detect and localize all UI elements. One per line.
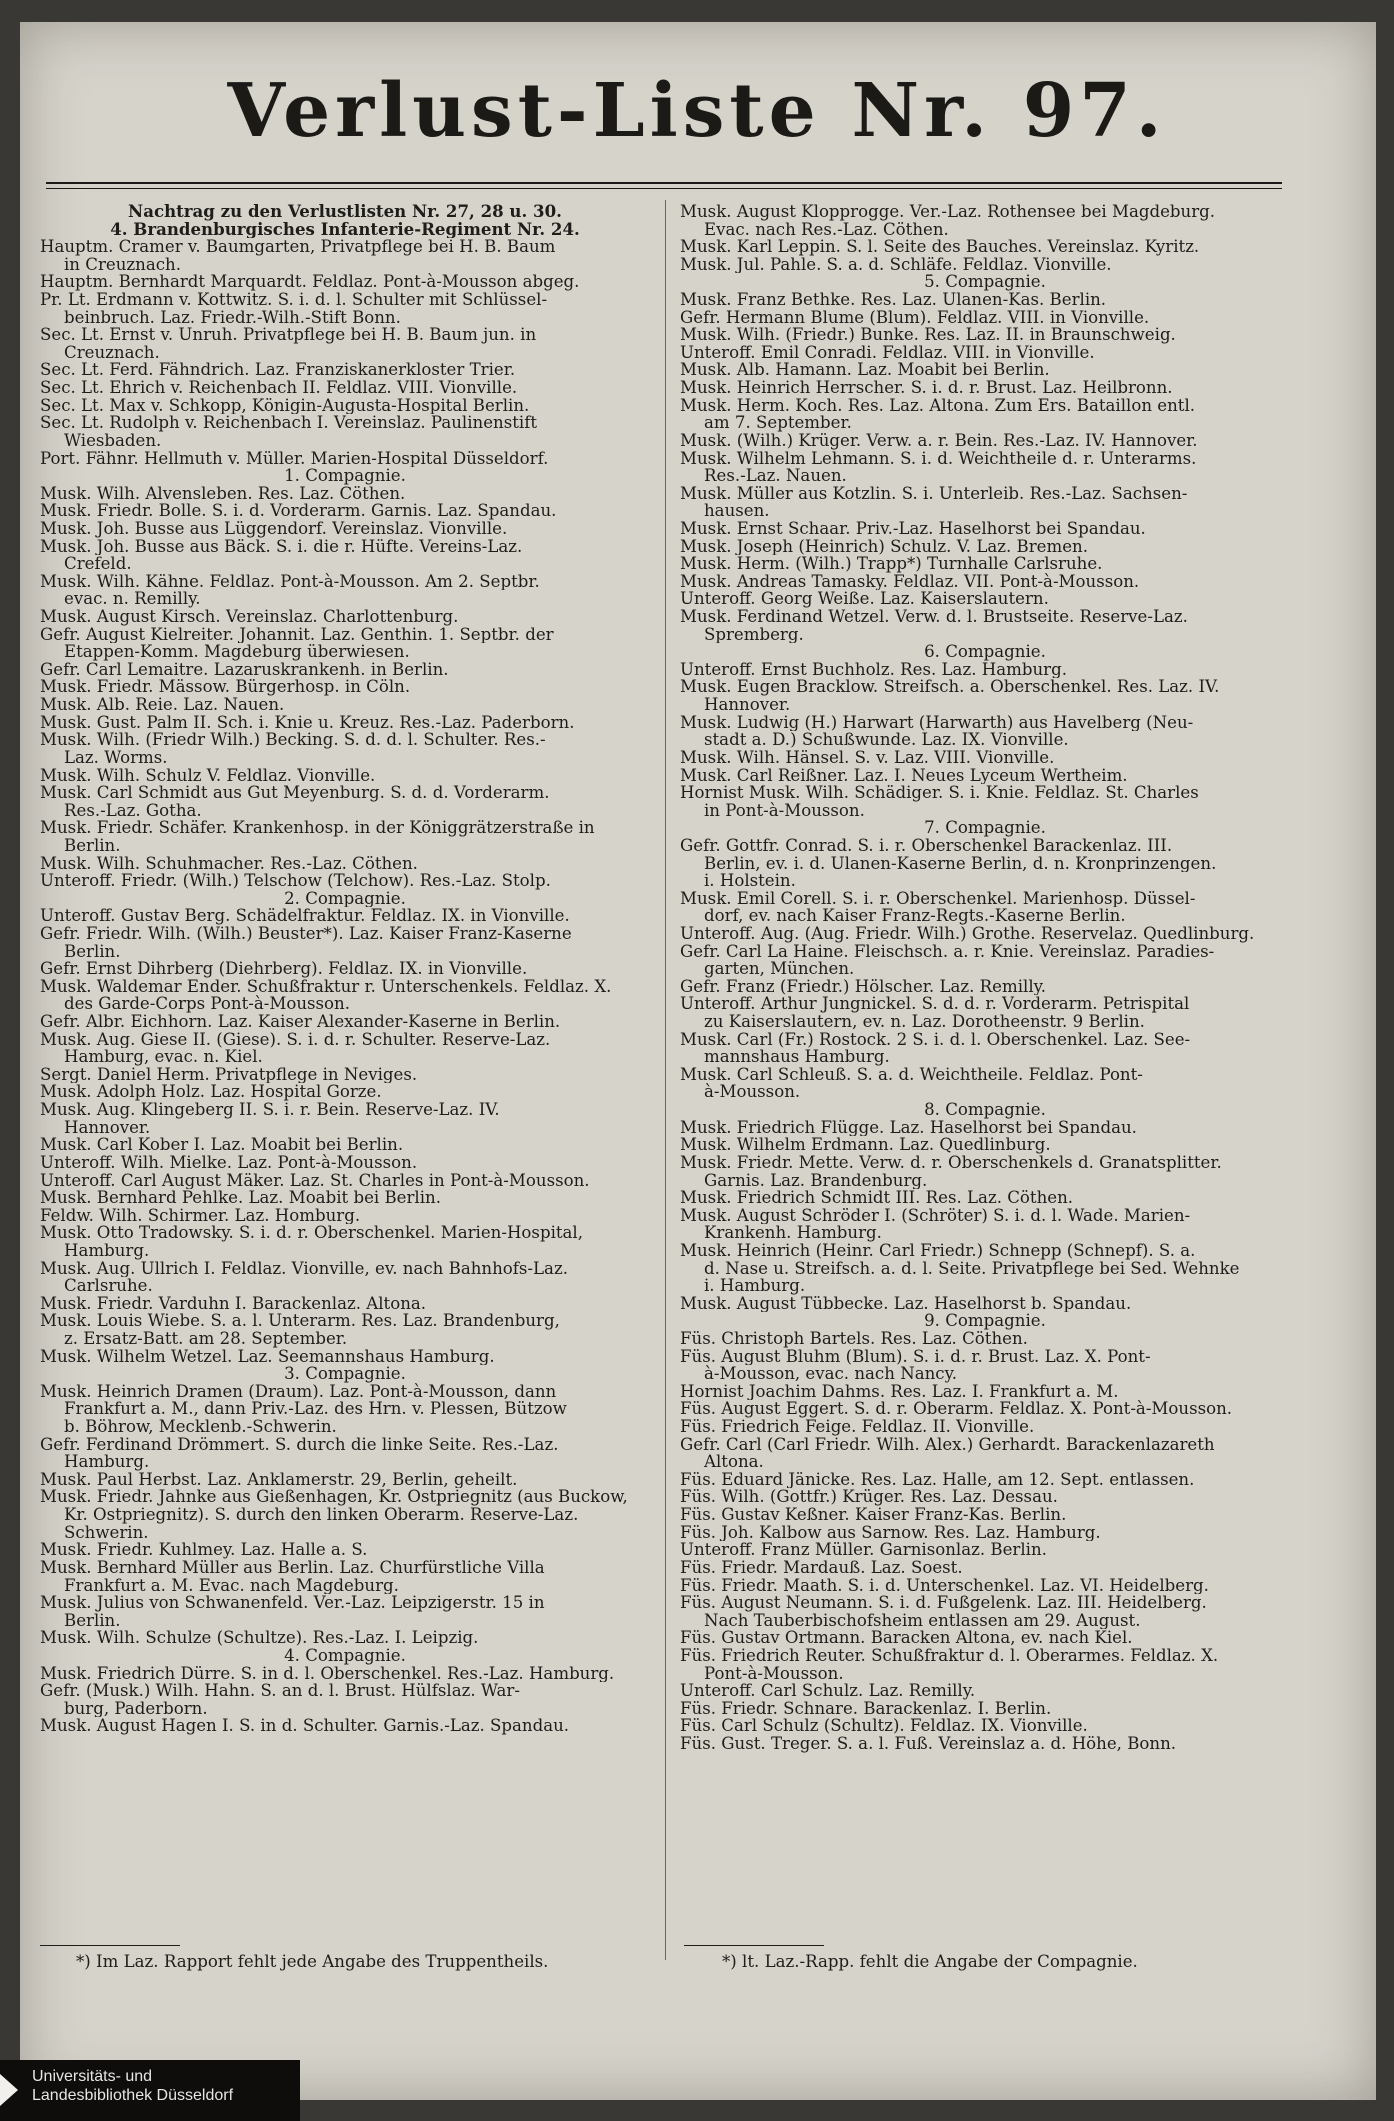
list-entry-line: Musk. Carl Schleuß. S. a. d. Weichtheile. Feldlaz. Pont- [680,1065,1143,1084]
list-entry-line: Musk. Müller aus Kotzlin. S. i. Unterleib. Res.-Laz. Sachsen- [680,484,1188,503]
list-entry-line: dorf, ev. nach Kaiser Franz-Regts.-Kaserne Berlin. [704,907,1126,925]
list-entry-line: Gefr. August Kielreiter. Johannit. Laz. Genthin. 1. Septbr. der [40,625,554,644]
list-entry-line: in Creuznach. [64,255,181,274]
list-entry-line: Musk. Heinrich Herrscher. S. i. d. r. Brust. Laz. Heilbronn. [680,379,1173,397]
list-entry-line: Gefr. (Musk.) Wilh. Hahn. S. an d. l. Brust. Hülfslaz. War- [40,1682,520,1700]
list-entry-line: Musk. Wilh. Alvensleben. Res. Laz. Cöthen. [40,484,406,503]
list-entry-line: Unteroff. Aug. (Aug. Friedr. Wilh.) Grothe. Reservelaz. Quedlinburg. [680,924,1255,943]
list-entry-line: Musk. Adolph Holz. Laz. Hospital Gorze. [40,1083,382,1102]
list-entry-line: Musk. Jul. Pahle. S. a. d. Schläfe. Feldlaz. Vionville. [680,255,1112,274]
list-entry-line: Musk. Heinrich Dramen (Draum). Laz. Pont-à-Mousson, dann [40,1382,557,1401]
list-entry-line: Musk. Friedr. Mette. Verw. d. r. Oberschenkels d. Granatsplitter. [680,1153,1222,1172]
list-entry-line: Hamburg, evac. n. Kiel. [64,1048,263,1066]
list-entry-line: Musk. Carl Schmidt aus Gut Meyenburg. S. d. d. Vorderarm. [40,784,550,802]
list-entry-line: Musk. Friedr. Mässow. Bürgerhosp. in Cöln. [40,678,411,697]
section-heading: 4. Compagnie. [284,1646,406,1665]
list-entry-line: Gefr. Friedr. Wilh. (Wilh.) Beuster*). Laz. Kaiser Franz-Kaserne [40,924,572,943]
list-entry-line: d. Nase u. Streifsch. a. d. l. Seite. Privatpflege bei Sed. Wehnke [704,1259,1240,1278]
list-entry-line: Musk. Bernhard Pehlke. Laz. Moabit bei Berlin. [40,1189,441,1207]
list-entry-line: Spremberg. [704,625,804,644]
list-entry-line: beinbruch. Laz. Friedr.-Wilh.-Stift Bonn. [64,308,401,327]
list-entry-line: Hauptm. Bernhardt Marquardt. Feldlaz. Pont-à-Mousson abgeg. [40,273,580,292]
list-entry-line: Frankfurt a. M. Evac. nach Magdeburg. [64,1576,399,1595]
page-title: Verlust-Liste Nr. 97. [227,68,1167,154]
column-divider [665,200,666,1960]
list-entry-line: Res.-Laz. Gotha. [64,801,202,820]
list-entry-line: Gefr. Carl La Haine. Fleischsch. a. r. Knie. Vereinslaz. Paradies- [680,942,1215,961]
list-entry-line: mannshaus Hamburg. [704,1048,890,1066]
list-entry-line: Musk. Friedrich Schmidt III. Res. Laz. Cöthen. [680,1189,1074,1207]
list-entry-line: Unteroff. Carl Schulz. Laz. Remilly. [680,1682,976,1700]
list-entry-line: Musk. Friedr. Kuhlmey. Laz. Halle a. S. [40,1541,368,1559]
list-entry-line: Musk. Wilh. Kähne. Feldlaz. Pont-à-Mousson. Am 2. Septbr. [40,572,540,591]
list-entry-line: des Garde-Corps Pont-à-Mousson. [64,995,350,1014]
list-entry-line: Füs. Carl Schulz (Schultz). Feldlaz. IX. Vionville. [680,1717,1088,1736]
list-entry-line: Berlin. [64,836,121,855]
list-entry-line: Unteroff. Franz Müller. Garnisonlaz. Berlin. [680,1541,1047,1559]
list-entry-line: Hamburg. [64,1453,150,1471]
list-entry-line: Musk. Julius von Schwanenfeld. Ver.-Laz. Leipzigerstr. 15 in [40,1594,545,1612]
list-entry-line: Port. Fähnr. Hellmuth v. Müller. Marien-Hospital Düsseldorf. [40,449,549,468]
list-entry-line: Kr. Ostpriegnitz). S. durch den linken Oberarm. Reserve-Laz. [64,1506,579,1524]
title-rule-top [46,182,1282,184]
footnote-left: *) Im Laz. Rapport fehlt jede Angabe des Truppentheils. [76,1952,549,1971]
list-entry-line: Berlin. [64,942,121,961]
list-entry-line: b. Böhrow, Mecklenb.-Schwerin. [64,1418,337,1436]
list-entry-line: Füs. August Neumann. S. i. d. Fußgelenk. Laz. III. Heidelberg. [680,1594,1207,1612]
list-entry-line: Krankenh. Hamburg. [704,1224,882,1242]
list-entry-line: Musk. Aug. Klingeberg II. S. i. r. Bein. Reserve-Laz. IV. [40,1101,500,1119]
list-entry-line: Musk. Herm. Koch. Res. Laz. Altona. Zum Ers. Bataillon entl. [680,396,1196,415]
list-entry-line: Füs. Gustav Ortmann. Baracken Altona, ev. nach Kiel. [680,1629,1133,1647]
list-entry-line: evac. n. Remilly. [64,590,201,609]
list-entry-line: Sec. Lt. Rudolph v. Reichenbach I. Vereinslaz. Paulinenstift [40,414,538,432]
list-entry-line: Gefr. Gottfr. Conrad. S. i. r. Oberschenkel Barackenlaz. III. [680,836,1173,855]
list-entry-line: Sec. Lt. Ferd. Fähndrich. Laz. Franziskanerkloster Trier. [40,361,516,380]
list-entry-line: Musk. Aug. Giese II. (Giese). S. i. d. r. Schulter. Reserve-Laz. [40,1030,551,1049]
list-entry-line: Musk. Wilh. Schulze (Schultze). Res.-Laz. I. Leipzig. [40,1629,479,1647]
list-entry-line: Gefr. Hermann Blume (Blum). Feldlaz. VIII. in Vionville. [680,308,1150,327]
list-entry-line: à-Mousson. [704,1083,801,1102]
list-entry-line: Musk. Joh. Busse aus Bäck. S. i. die r. Hüfte. Vereins-Laz. [40,537,523,556]
list-entry-line: Unteroff. Arthur Jungnickel. S. d. d. r. Vorderarm. Petrispital [680,995,1190,1014]
list-entry-line: Musk. Joh. Busse aus Lüggendorf. Vereinslaz. Vionville. [40,519,508,538]
list-entry-line: Musk. August Klopprogge. Ver.-Laz. Rothensee bei Magdeburg. [680,203,1216,221]
list-entry-line: Res.-Laz. Nauen. [704,467,847,485]
list-entry-line: Musk. Wilhelm Wetzel. Laz. Seemannshaus Hamburg. [40,1347,495,1366]
list-entry-line: Musk. Ferdinand Wetzel. Verw. d. l. Brustseite. Reserve-Laz. [680,608,1188,626]
list-entry-line: Sergt. Daniel Herm. Privatpflege in Neviges. [40,1065,418,1084]
section-heading: 8. Compagnie. [924,1101,1046,1119]
section-heading: 3. Compagnie. [284,1365,406,1383]
list-entry-line: Musk. Wilh. (Friedr.) Bunke. Res. Laz. II. in Braunschweig. [680,326,1176,344]
list-entry-line: Musk. Wilhelm Lehmann. S. i. d. Weichtheile d. r. Unterarms. [680,449,1197,468]
list-entry-line: Hannover. [64,1118,151,1137]
list-entry-line: Gefr. Carl Lemaitre. Lazaruskrankenh. in Berlin. [40,660,449,679]
list-entry-line: Hornist Musk. Wilh. Schädiger. S. i. Knie. Feldlaz. St. Charles [680,784,1199,802]
list-entry-line: Pr. Lt. Erdmann v. Kottwitz. S. i. d. l. Schulter mit Schlüssel- [40,291,548,309]
list-entry-line: Garnis. Laz. Brandenburg. [704,1171,928,1190]
list-entry-line: Hamburg. [64,1241,150,1260]
list-entry-line: Gefr. Albr. Eichhorn. Laz. Kaiser Alexander-Kaserne in Berlin. [40,1013,561,1031]
list-entry-line: Füs. August Eggert. S. d. r. Oberarm. Feldlaz. X. Pont-à-Mousson. [680,1400,1233,1419]
section-heading: 7. Compagnie. [924,819,1046,837]
list-entry-line: Musk. Friedrich Flügge. Laz. Haselhorst bei Spandau. [680,1118,1137,1137]
list-entry-line: Gefr. Ernst Dihrberg (Diehrberg). Feldlaz. IX. in Vionville. [40,960,528,978]
section-heading: 6. Compagnie. [924,643,1046,661]
list-entry-line: Musk. Alb. Reie. Laz. Nauen. [40,696,285,714]
list-entry-line: Füs. Friedr. Maath. S. i. d. Unterschenkel. Laz. VI. Heidelberg. [680,1576,1209,1595]
list-entry-line: Musk. Herm. (Wilh.) Trapp*) Turnhalle Carlsruhe. [680,555,1103,573]
list-entry-line: Musk. Carl Kober I. Laz. Moabit bei Berlin. [40,1136,404,1154]
section-heading: 9. Compagnie. [924,1312,1046,1330]
list-entry-line: Altona. [704,1453,764,1471]
list-entry-line: Pont-à-Mousson. [704,1664,844,1683]
list-entry-line: Musk. August Schröder I. (Schröter) S. i. d. l. Wade. Marien- [680,1206,1191,1225]
list-entry-line: Musk. Ernst Schaar. Priv.-Laz. Haselhorst bei Spandau. [680,519,1146,538]
list-entry-line: Musk. Friedrich Dürre. S. in d. l. Oberschenkel. Res.-Laz. Hamburg. [40,1664,615,1683]
list-entry-line: Musk. (Wilh.) Krüger. Verw. a. r. Bein. Res.-Laz. IV. Hannover. [680,431,1198,450]
list-entry-line: Gefr. Franz (Friedr.) Hölscher. Laz. Remilly. [680,977,1047,996]
list-entry-line: Hornist Joachim Dahms. Res. Laz. I. Frankfurt a. M. [680,1382,1119,1401]
library-logo-icon [0,2068,26,2112]
list-entry-line: Musk. Friedr. Bolle. S. i. d. Vorderarm. Garnis. Laz. Spandau. [40,502,557,520]
list-entry-line: Gefr. Ferdinand Drömmert. S. durch die linke Seite. Res.-Laz. [40,1435,559,1454]
section-heading: 5. Compagnie. [924,273,1046,292]
right-column [680,203,1290,1753]
list-entry-line: Musk. Louis Wiebe. S. a. l. Unterarm. Res. Laz. Brandenburg, [40,1312,560,1330]
list-entry-line: Musk. Wilh. Hänsel. S. v. Laz. VIII. Vionville. [680,748,1055,767]
section-heading: 2. Compagnie. [284,889,406,908]
section-heading: 4. Brandenburgisches Infanterie-Regiment Nr. 24. [110,220,580,239]
list-entry-line: Musk. Heinrich (Heinr. Carl Friedr.) Schnepp (Schnepf). S. a. [680,1241,1196,1260]
list-entry-line: Musk. Bernhard Müller aus Berlin. Laz. Churfürstliche Villa [40,1558,545,1577]
list-entry-line: Feldw. Wilh. Schirmer. Laz. Homburg. [40,1206,361,1225]
left-column [40,203,650,1735]
list-entry-line: Evac. nach Res.-Laz. Cöthen. [704,220,949,239]
list-entry-line: am 7. September. [704,414,852,432]
list-entry-line: Musk. Karl Leppin. S. l. Seite des Bauches. Vereinslaz. Kyritz. [680,238,1200,256]
list-entry-line: Berlin. [64,1611,121,1630]
list-entry-line: Füs. Joh. Kalbow aus Sarnow. Res. Laz. Hamburg. [680,1523,1101,1542]
list-entry-line: Füs. Eduard Jänicke. Res. Laz. Halle, am 12. Sept. entlassen. [680,1470,1195,1489]
list-entry-line: Unteroff. Emil Conradi. Feldlaz. VIII. in Vionville. [680,343,1095,362]
list-entry-line: Füs. August Bluhm (Blum). S. i. d. r. Brust. Laz. X. Pont- [680,1347,1151,1366]
list-entry-line: Sec. Lt. Ehrich v. Reichenbach II. Feldlaz. VIII. Vionville. [40,379,518,397]
list-entry-line: hausen. [704,502,770,520]
list-entry-line: burg, Paderborn. [64,1699,208,1718]
list-entry-line: Frankfurt a. M., dann Priv.-Laz. des Hrn. v. Plessen, Bützow [64,1400,567,1419]
list-entry-line: Unteroff. Ernst Buchholz. Res. Laz. Hamburg. [680,660,1067,679]
list-entry-line: Crefeld. [64,555,132,573]
list-entry-line: Musk. Friedr. Schäfer. Krankenhosp. in der Königgrätzerstraße in [40,819,595,837]
list-entry-line: Füs. Friedrich Reuter. Schußfraktur d. l. Oberarmes. Feldlaz. X. [680,1646,1219,1665]
list-entry-line: Creuznach. [64,343,160,362]
list-entry-line: Musk. Gust. Palm II. Sch. i. Knie u. Kreuz. Res.-Laz. Paderborn. [40,713,575,732]
list-entry-line: Füs. Friedr. Mardauß. Laz. Soest. [680,1558,963,1577]
footnote-rule-right [684,1945,824,1946]
list-entry-line: Füs. Wilh. (Gottfr.) Krüger. Res. Laz. Dessau. [680,1488,1058,1507]
list-entry-line: Laz. Worms. [64,748,168,767]
list-entry-line: Musk. August Tübbecke. Laz. Haselhorst b. Spandau. [680,1294,1132,1313]
list-entry-line: Füs. Friedr. Schnare. Barackenlaz. I. Berlin. [680,1699,1052,1718]
library-name-line1: Universitäts- und [32,2068,153,2085]
list-entry-line: Musk. August Hagen I. S. in d. Schulter. Garnis.-Laz. Spandau. [40,1717,570,1736]
list-entry-line: Füs. Friedrich Feige. Feldlaz. II. Vionville. [680,1418,1035,1436]
list-entry-line: Musk. Joseph (Heinrich) Schulz. V. Laz. Bremen. [680,537,1089,556]
list-entry-line: Nach Tauberbischofsheim entlassen am 29. August. [704,1611,1141,1630]
list-entry-line: Musk. Aug. Ullrich I. Feldlaz. Vionville, ev. nach Bahnhofs-Laz. [40,1259,568,1278]
list-entry-line: Musk. Wilh. Schuhmacher. Res.-Laz. Cöthen. [40,854,418,873]
title-rule-bottom [46,188,1282,189]
list-entry-line: Hannover. [704,696,791,714]
library-name-line2: Landesbibliothek Düsseldorf [32,2087,234,2104]
list-entry-line: Unteroff. Friedr. (Wilh.) Telschow (Telchow). Res.-Laz. Stolp. [40,872,551,890]
section-heading: Nachtrag zu den Verlustlisten Nr. 27, 28 u. 30. [128,203,562,221]
list-entry-line: i. Holstein. [704,872,796,890]
list-entry-line: Musk. Friedr. Varduhn I. Barackenlaz. Altona. [40,1294,427,1313]
list-entry-line: Musk. Emil Corell. S. i. r. Oberschenkel. Marienhosp. Düssel- [680,889,1196,908]
list-entry-line: Unteroff. Wilh. Mielke. Laz. Pont-à-Mousson. [40,1153,418,1172]
list-entry-line: Wiesbaden. [64,431,162,450]
list-entry-line: Musk. Wilh. Schulz V. Feldlaz. Vionville. [40,766,376,785]
list-entry-line: Unteroff. Georg Weiße. Laz. Kaiserslautern. [680,590,1049,609]
list-entry-line: Musk. Eugen Bracklow. Streifsch. a. Oberschenkel. Res. Laz. IV. [680,678,1220,697]
list-entry-line: Unteroff. Carl August Mäker. Laz. St. Charles in Pont-à-Mousson. [40,1171,590,1190]
list-entry-line: à-Mousson, evac. nach Nancy. [704,1365,958,1383]
section-heading: 1. Compagnie. [284,467,406,485]
list-entry-line: Musk. Friedr. Jahnke aus Gießenhagen, Kr. Ostpriegnitz (aus Buckow, [40,1488,628,1507]
footnote-rule-left [40,1945,180,1946]
list-entry-line: Musk. Otto Tradowsky. S. i. d. r. Oberschenkel. Marien-Hospital, [40,1224,584,1242]
list-entry-line: Musk. Andreas Tamasky. Feldlaz. VII. Pont-à-Mousson. [680,572,1140,591]
footnote-right: *) lt. Laz.-Rapp. fehlt die Angabe der Compagnie. [722,1952,1138,1971]
list-entry-line: Musk. Ludwig (H.) Harwart (Harwarth) aus Havelberg (Neu- [680,713,1194,732]
list-entry-line: Füs. Gust. Treger. S. a. l. Fuß. Vereinslaz a. d. Höhe, Bonn. [680,1735,1177,1753]
library-name [32,2067,233,2105]
list-entry-line: Unteroff. Gustav Berg. Schädelfraktur. Feldlaz. IX. in Vionville. [40,907,570,925]
list-entry-line: Carlsruhe. [64,1277,153,1295]
list-entry-line: Etappen-Komm. Magdeburg überwiesen. [64,643,410,661]
list-entry-line: Musk. Wilhelm Erdmann. Laz. Quedlinburg. [680,1136,1051,1154]
list-entry-line: Musk. Waldemar Ender. Schußfraktur r. Unterschenkels. Feldlaz. X. [40,977,612,996]
list-entry-line: Musk. Wilh. (Friedr Wilh.) Becking. S. d. d. l. Schulter. Res.- [40,731,546,749]
list-entry-line: stadt a. D.) Schußwunde. Laz. IX. Vionville. [704,731,1069,749]
list-entry-line: Schwerin. [64,1523,149,1542]
list-entry-line: garten, München. [704,960,855,978]
list-entry-line: Musk. Carl (Fr.) Rostock. 2 S. i. d. l. Oberschenkel. Laz. See- [680,1030,1191,1049]
list-entry-line: Füs. Christoph Bartels. Res. Laz. Cöthen. [680,1330,1028,1348]
list-entry-line: Gefr. Carl (Carl Friedr. Wilh. Alex.) Gerhardt. Barackenlazareth [680,1435,1215,1454]
list-entry-line: zu Kaiserslautern, ev. n. Laz. Dorotheenstr. 9 Berlin. [704,1013,1145,1031]
list-entry-line: Musk. Franz Bethke. Res. Laz. Ulanen-Kas. Berlin. [680,291,1107,309]
list-entry-line: z. Ersatz-Batt. am 28. September. [64,1330,348,1348]
list-entry-line: Berlin, ev. i. d. Ulanen-Kaserne Berlin, d. n. Kronprinzengen. [704,854,1217,873]
list-entry-line: Sec. Lt. Max v. Schkopp, Königin-Augusta-Hospital Berlin. [40,396,530,415]
list-entry-line: Füs. Gustav Keßner. Kaiser Franz-Kas. Berlin. [680,1506,1067,1524]
list-entry-line: Hauptm. Cramer v. Baumgarten, Privatpflege bei H. B. Baum [40,238,556,256]
list-entry-line: i. Hamburg. [704,1277,806,1295]
list-entry-line: in Pont-à-Mousson. [704,801,865,820]
list-entry-line: Musk. Carl Reißner. Laz. I. Neues Lyceum Wertheim. [680,766,1128,785]
list-entry-line: Musk. Alb. Hamann. Laz. Moabit bei Berlin. [680,361,1050,380]
list-entry-line: Sec. Lt. Ernst v. Unruh. Privatpflege bei H. B. Baum jun. in [40,326,537,344]
list-entry-line: Musk. Paul Herbst. Laz. Anklamerstr. 29, Berlin, geheilt. [40,1470,518,1489]
list-entry-line: Musk. August Kirsch. Vereinslaz. Charlottenburg. [40,608,459,626]
